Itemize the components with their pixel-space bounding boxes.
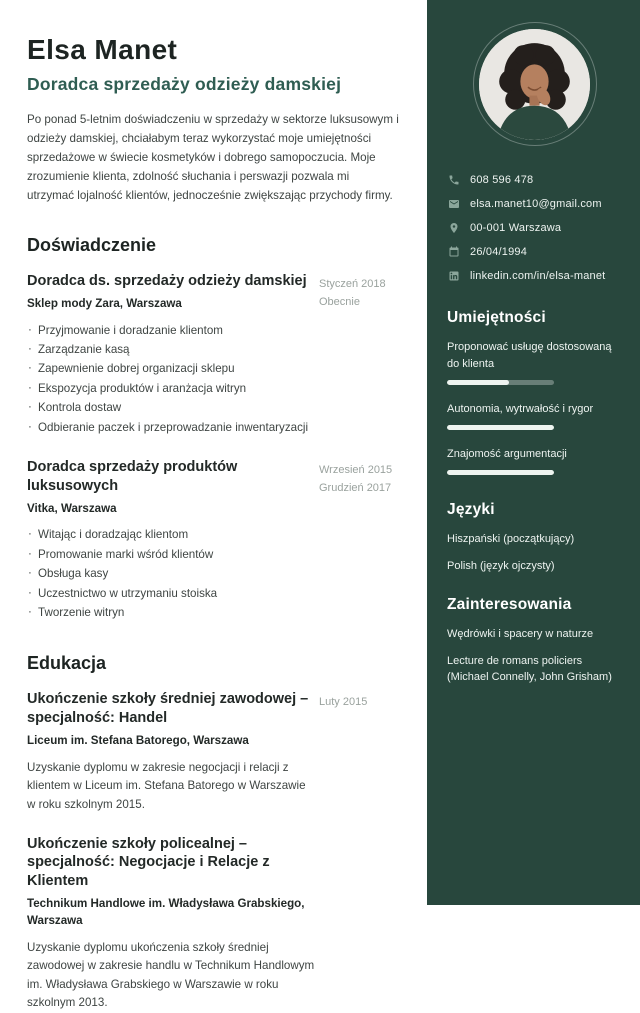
location-icon bbox=[447, 221, 460, 234]
skill-label: Proponować usługę dostosowaną do klienta bbox=[447, 341, 612, 371]
sidebar bbox=[427, 0, 640, 905]
avatar bbox=[479, 29, 590, 140]
skill-bar bbox=[447, 380, 554, 385]
interests-list bbox=[447, 626, 622, 686]
calendar-icon bbox=[447, 245, 460, 258]
contact-email bbox=[447, 197, 622, 210]
skill-bar-fill bbox=[447, 470, 554, 475]
job-bullet: · Zapewnienie dobrej organizacji sklepu bbox=[27, 360, 315, 377]
experience-section bbox=[27, 235, 401, 623]
job-bullet: · Uczestnictwo w utrzymaniu stoiska bbox=[27, 585, 315, 602]
job-bullet: · Promowanie marki wśród klientów bbox=[27, 546, 315, 563]
job-date-end: Obecnie bbox=[319, 296, 360, 309]
languages-section bbox=[447, 501, 622, 574]
interest-item: Lecture de romans policiers (Michael Connelly, John Grisham) bbox=[447, 654, 612, 684]
interest-item: Wędrówki i spacery w naturze bbox=[447, 628, 594, 641]
contact-address bbox=[447, 221, 622, 234]
interests-heading: Zainteresowania bbox=[447, 596, 572, 614]
education-entry-2-body bbox=[27, 835, 315, 1013]
experience-entry-2-body bbox=[27, 458, 315, 623]
contact-linkedin-value: linkedin.com/in/elsa-manet bbox=[470, 269, 606, 282]
languages-heading: Języki bbox=[447, 501, 495, 519]
skill-item-2 bbox=[447, 401, 622, 430]
job-bullet: · Witając i doradzając klientom bbox=[27, 526, 315, 543]
education-entry-1-body bbox=[27, 690, 315, 814]
job-company-1: Sklep mody Zara, Warszawa bbox=[27, 296, 182, 310]
education-school-1: Liceum im. Stefana Batorego, Warszawa bbox=[27, 734, 249, 748]
skill-bar-fill bbox=[447, 425, 554, 430]
job-bullet: · Obsługa kasy bbox=[27, 565, 315, 582]
avatar-wrap bbox=[447, 22, 622, 146]
education-entry-2 bbox=[27, 835, 401, 1013]
experience-heading: Doświadczenie bbox=[27, 235, 157, 255]
education-title-1: Ukończenie szkoły średniej zawodowej – specjalność: Handel bbox=[27, 691, 309, 727]
skill-label: Autonomia, wytrwałość i rygor bbox=[447, 403, 594, 416]
job-date-start: Styczeń 2018 bbox=[319, 278, 386, 290]
language-item: Hiszpański (początkujący) bbox=[447, 533, 575, 546]
contact-birthdate bbox=[447, 245, 622, 258]
education-school-2: Technikum Handlowe im. Władysława Grabskiego, Warszawa bbox=[27, 897, 305, 927]
profile-summary: Po ponad 5-letnim doświadczeniu w sprzedaży w sektorze luksusowym i odzieży damskiej, chciałabym teraz wykorzystać moje umiejętności sprzedażowe w świecie kosmetyków i dobrego samopoczucia. Moje zrozumienie klienta, zdolność słuchania i perswazji pozwala mi utrzymać lojalność klientów, jednocześnie zwiększając przychody firmy. bbox=[27, 113, 399, 202]
skill-item-1 bbox=[447, 339, 622, 385]
skills-heading: Umiejętności bbox=[447, 309, 546, 326]
job-date-end: Grudzień 2017 bbox=[319, 482, 392, 495]
contact-phone-value: 608 596 478 bbox=[470, 173, 534, 186]
contact-linkedin bbox=[447, 269, 622, 282]
contact-birthdate-value: 26/04/1994 bbox=[470, 245, 528, 258]
job-title-2: Doradca sprzedaży produktów luksusowych bbox=[27, 458, 238, 494]
candidate-job-title: Doradca sprzedaży odzieży damskiej bbox=[27, 74, 342, 94]
job-company-2: Vitka, Warszawa bbox=[27, 501, 117, 515]
job-dates-1 bbox=[315, 272, 401, 438]
contact-phone bbox=[447, 173, 622, 186]
education-title-2: Ukończenie szkoły policealnej – specjalność: Negocjacje i Relacje z Klientem bbox=[27, 835, 270, 890]
education-heading: Edukacja bbox=[27, 653, 107, 674]
education-dates-2 bbox=[315, 835, 401, 1013]
education-description-2: Uzyskanie dyplomu ukończenia szkoły średniej zawodowej w zakresie handlu w Technikum Handlowym im. Władysława Grabskiego w Warszawie w roku szkolnym 2013. bbox=[27, 940, 315, 1010]
job-bullet: · Ekspozycja produktów i aranżacja witryn bbox=[27, 380, 315, 397]
education-section bbox=[27, 653, 401, 1012]
job-bullets-1 bbox=[27, 322, 315, 436]
avatar-portrait-graphic bbox=[479, 29, 590, 140]
education-description-1: Uzyskanie dyplomu w zakresie negocjacji i relacji z klientem w Liceum im. Stefana Batorego w Warszawie w roku szkolnym 2015. bbox=[27, 760, 306, 811]
skill-item-3 bbox=[447, 446, 622, 475]
job-bullet: · Przyjmowanie i doradzanie klientom bbox=[27, 322, 315, 339]
job-bullet: · Zarządzanie kasą bbox=[27, 341, 315, 358]
job-bullet: · Odbieranie paczek i przeprowadzanie inwentaryzacji bbox=[27, 419, 315, 436]
job-dates-2 bbox=[315, 458, 401, 623]
education-entry-1 bbox=[27, 690, 401, 814]
header bbox=[27, 34, 401, 205]
experience-entry-2 bbox=[27, 458, 401, 623]
job-title-1: Doradca ds. sprzedaży odzieży damskiej bbox=[27, 273, 307, 289]
avatar-ring bbox=[473, 22, 597, 146]
experience-entry-1 bbox=[27, 272, 401, 438]
skills-section bbox=[447, 309, 622, 475]
candidate-name: Elsa Manet bbox=[27, 34, 178, 65]
skill-bar-fill bbox=[447, 380, 509, 385]
contact-address-value: 00-001 Warszawa bbox=[470, 221, 562, 234]
linkedin-icon bbox=[447, 269, 460, 282]
email-icon bbox=[447, 197, 460, 210]
job-bullet: · Tworzenie witryn bbox=[27, 604, 315, 621]
languages-list bbox=[447, 531, 622, 574]
job-date-start: Wrzesień 2015 bbox=[319, 463, 393, 476]
job-bullet: · Kontrola dostaw bbox=[27, 399, 315, 416]
skill-bar bbox=[447, 425, 554, 430]
interests-section bbox=[447, 596, 622, 686]
skill-label: Znajomość argumentacji bbox=[447, 448, 567, 461]
language-item: Polish (język ojczysty) bbox=[447, 559, 555, 572]
skill-bar bbox=[447, 470, 554, 475]
education-dates-1 bbox=[315, 690, 401, 814]
phone-icon bbox=[447, 173, 460, 186]
experience-entry-1-body bbox=[27, 272, 315, 438]
job-bullets-2 bbox=[27, 526, 315, 621]
contact-list bbox=[447, 173, 622, 282]
education-date: Luty 2015 bbox=[319, 696, 368, 709]
contact-email-value: elsa.manet10@gmail.com bbox=[470, 197, 602, 210]
